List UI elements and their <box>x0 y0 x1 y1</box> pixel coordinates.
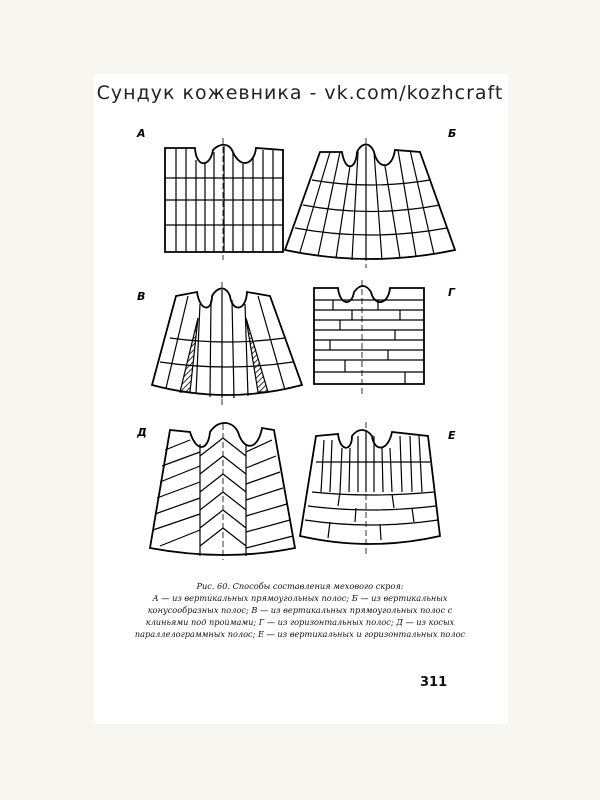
figure-e-pattern <box>300 422 440 556</box>
figure-label-g: Г <box>448 286 456 299</box>
figure-label-e: Е <box>448 429 456 442</box>
figure-b-pattern <box>285 138 455 268</box>
caption-line: параллелограммных полос; Е — из вертикальных и горизонтальных полос <box>134 629 466 639</box>
figure-g-pattern <box>314 280 424 394</box>
caption-line: клиньями под проймами; Г — из горизонтальных полос; Д — из косых <box>145 617 455 627</box>
figure-caption <box>124 580 476 640</box>
caption-line: А — из вертикальных прямоугольных полос; Б — из вертикальных <box>152 593 448 603</box>
figure-label-b: Б <box>448 127 457 140</box>
figure-d-pattern <box>150 423 295 560</box>
figure-label-d: Д <box>137 426 147 439</box>
figure-v-pattern <box>152 282 302 408</box>
figure-label-a: А <box>137 127 146 140</box>
page-number: 311 <box>420 675 448 690</box>
figure-a-pattern <box>165 138 283 260</box>
caption-line: конусообразных полос; В — из вертикальных прямоугольных полос с <box>147 605 453 615</box>
watermark-header: Сундук кожевника - vk.com/kozhcraft <box>96 82 504 104</box>
figure-label-v: В <box>137 290 146 303</box>
caption-line: Рис. 60. Способы составления мехового скроя: <box>196 581 404 591</box>
